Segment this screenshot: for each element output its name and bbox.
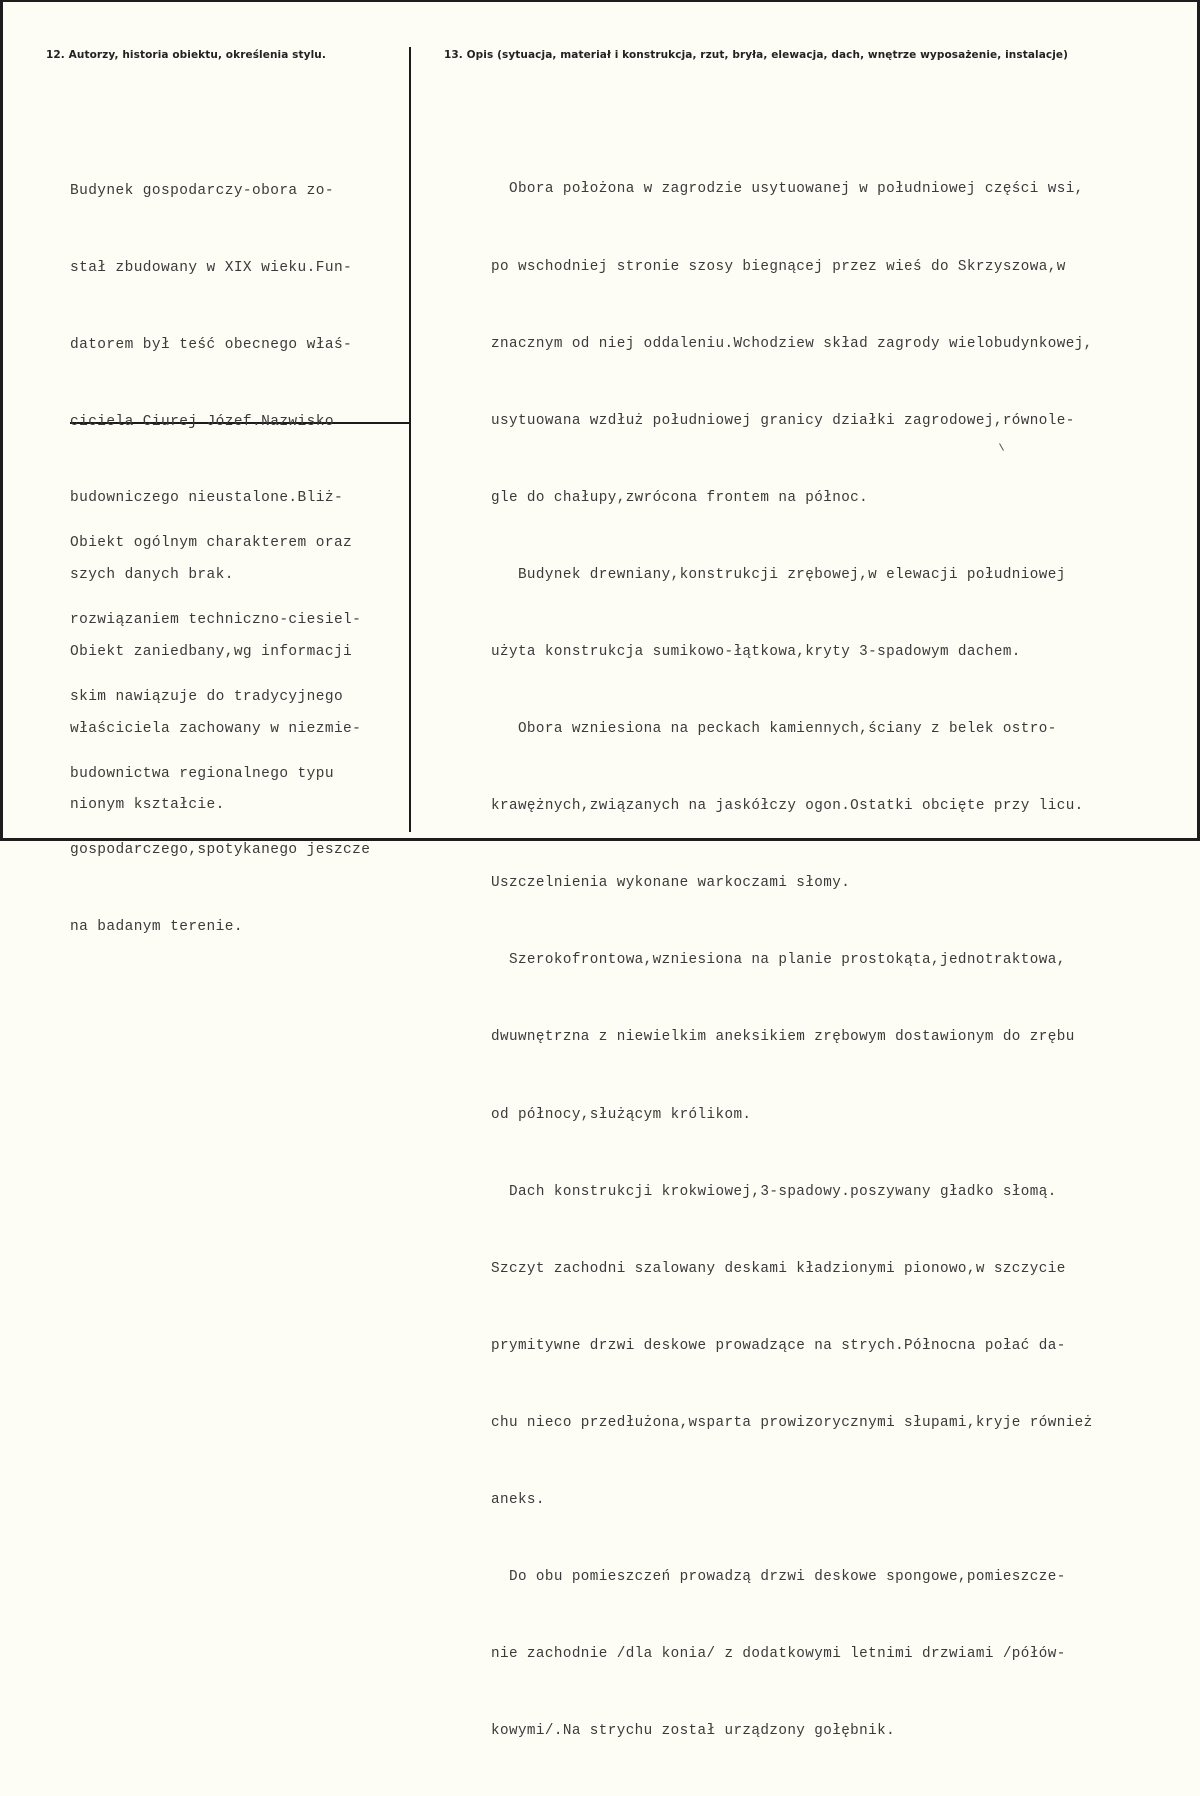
description-line: Szerokofrontowa,wzniesiona na planie prostokąta,jednotraktowa, xyxy=(491,952,1066,969)
history-line: szych danych brak. xyxy=(70,567,234,584)
column-divider xyxy=(409,47,411,832)
description-line: użyta konstrukcja sumikowo-łątkowa,kryty 3-spadowym dachem. xyxy=(491,643,1021,660)
description-line: Do obu pomieszczeń prowadzą drzwi deskowe spongowe,pomieszcze- xyxy=(491,1569,1066,1586)
description-line: po wschodniej stronie szosy biegnącej przez wieś do Skrzyszowa,w xyxy=(491,258,1066,275)
description-line: chu nieco przedłużona,wsparta prowizorycznymi słupami,kryje również xyxy=(491,1414,1093,1431)
history-line: ciciela Ciurej Józef.Nazwisko xyxy=(70,413,334,430)
description-line: aneks. xyxy=(491,1492,545,1508)
style-line: budownictwa regionalnego typu xyxy=(70,765,334,782)
history-line: nionym kształcie. xyxy=(70,797,225,814)
style-line: rozwiązaniem techniczno-ciesiel- xyxy=(70,611,362,628)
history-line: Budynek gospodarczy-obora zo- xyxy=(70,183,334,200)
section-12-header: 12. Autorzy, historia obiektu, określenia stylu. xyxy=(46,49,326,61)
description-line: krawężnych,związanych na jaskółczy ogon.Ostatki obcięte przy licu. xyxy=(491,798,1084,815)
style-line: na badanym terenie. xyxy=(70,919,243,936)
description-line: Budynek drewniany,konstrukcji zrębowej,w elewacji południowej xyxy=(491,566,1066,583)
description-line: Obora wzniesiona na peckach kamiennych,ściany z belek ostro- xyxy=(491,721,1057,738)
description-line: Dach konstrukcji krokwiowej,3-spadowy.poszywany gładko słomą. xyxy=(491,1183,1057,1200)
description-line: znacznym od niej oddaleniu.Wchodziew skład zagrody wielobudynkowej, xyxy=(491,335,1093,352)
description-line: Szczyt zachodni szalowany deskami kładzionymi pionowo,w szczycie xyxy=(491,1260,1066,1277)
description-line: dwuwnętrzna z niewielkim aneksikiem zrębowym dostawionym do zrębu xyxy=(491,1029,1075,1046)
history-line: właściciela zachowany w niezmie- xyxy=(70,720,362,737)
description-line: usytuowana wzdłuż południowej granicy działki zagrodowej,równole- xyxy=(491,412,1075,429)
section-13-header: 13. Opis (sytuacja, materiał i konstrukcja, rzut, bryła, elewacja, dach, wnętrze wyposażenie, instalacje) xyxy=(444,49,1069,61)
description-line: Obora położona w zagrodzie usytuowanej w południowej części wsi, xyxy=(491,181,1084,198)
description-line: od północy,służącym królikom. xyxy=(491,1106,752,1123)
style-line: Obiekt ogólnym charakterem oraz xyxy=(70,535,353,552)
description-line: gle do chałupy,zwrócona frontem na północ. xyxy=(491,489,869,506)
style-line: gospodarczego,spotykanego jeszcze xyxy=(70,842,371,859)
description-text xyxy=(491,126,1093,1796)
history-line: budowniczego nieustalone.Bliż- xyxy=(70,490,344,507)
history-line: Obiekt zaniedbany,wg informacji xyxy=(70,643,353,660)
style-text xyxy=(70,480,370,992)
history-line: stał zbudowany w XIX wieku.Fun- xyxy=(70,259,353,276)
history-line: datorem był teść obecnego właś- xyxy=(70,336,353,353)
description-line: Uszczelnienia wykonane warkoczami słomy. xyxy=(491,875,851,892)
style-line: skim nawiązuje do tradycyjnego xyxy=(70,688,344,705)
description-line: prymitywne drzwi deskowe prowadzące na strych.Północna połać da- xyxy=(491,1337,1066,1354)
description-line: kowymi/.Na strychu został urządzony gołębnik. xyxy=(491,1723,896,1740)
description-line: nie zachodnie /dla konia/ z dodatkowymi letnimi drzwiami /półów- xyxy=(491,1646,1066,1663)
